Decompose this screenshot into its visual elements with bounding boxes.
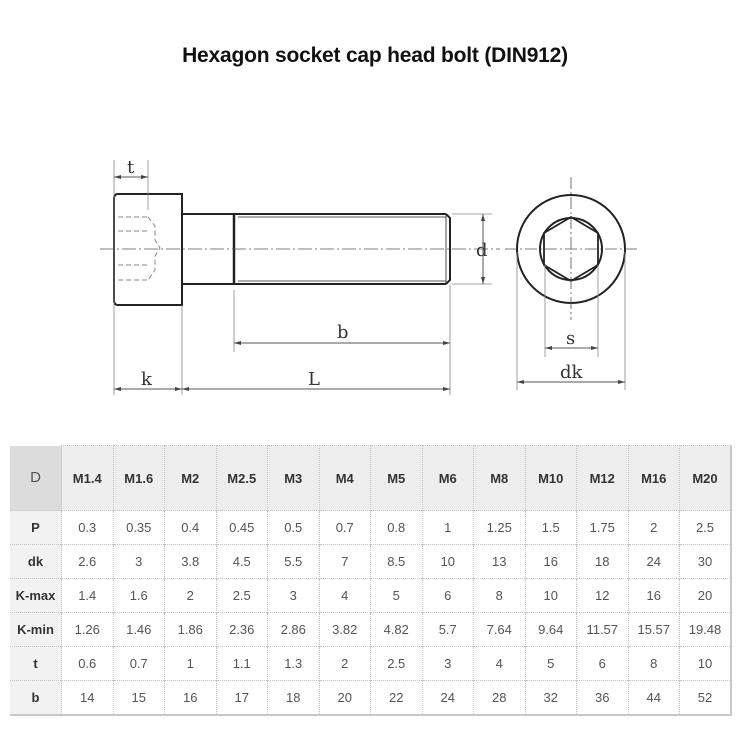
row-label: t xyxy=(10,647,62,681)
table-cell: 3 xyxy=(113,545,165,579)
table-cell: 2.86 xyxy=(268,613,320,647)
table-cell: 1.25 xyxy=(474,511,526,545)
table-cell: 10 xyxy=(525,579,577,613)
table-cell: 6 xyxy=(577,647,629,681)
table-cell: 0.6 xyxy=(62,647,114,681)
size-header: M6 xyxy=(422,446,474,511)
size-header: M2.5 xyxy=(216,446,268,511)
size-header: M8 xyxy=(474,446,526,511)
table-cell: 7 xyxy=(319,545,371,579)
dim-label-b: b xyxy=(337,322,349,343)
table-header-row xyxy=(10,446,731,511)
table-row-P xyxy=(10,511,731,545)
table-cell: 16 xyxy=(525,545,577,579)
table-cell: 1.26 xyxy=(62,613,114,647)
table-cell: 0.4 xyxy=(165,511,217,545)
table-cell: 1.5 xyxy=(525,511,577,545)
table-cell: 20 xyxy=(680,579,732,613)
table-cell: 2.36 xyxy=(216,613,268,647)
table-cell: 13 xyxy=(474,545,526,579)
dim-label-dk: dk xyxy=(560,362,583,383)
table-cell: 2 xyxy=(165,579,217,613)
row-label: K-min xyxy=(10,613,62,647)
table-cell: 4.5 xyxy=(216,545,268,579)
table-cell: 16 xyxy=(628,579,680,613)
table-cell: 5.7 xyxy=(422,613,474,647)
table-cell: 8 xyxy=(474,579,526,613)
table-cell: 12 xyxy=(577,579,629,613)
table-cell: 1.3 xyxy=(268,647,320,681)
table-cell: 2.5 xyxy=(680,511,732,545)
size-header: M1.4 xyxy=(62,446,114,511)
table-cell: 3 xyxy=(268,579,320,613)
table-row-b xyxy=(10,681,731,716)
size-header: M1.6 xyxy=(113,446,165,511)
table-cell: 0.35 xyxy=(113,511,165,545)
table-cell: 15 xyxy=(113,681,165,716)
table-cell: 44 xyxy=(628,681,680,716)
page-title: Hexagon socket cap head bolt (DIN912) xyxy=(182,44,568,67)
table-cell: 1.6 xyxy=(113,579,165,613)
table-cell: 2.6 xyxy=(62,545,114,579)
table-cell: 3 xyxy=(422,647,474,681)
table-cell: 1.75 xyxy=(577,511,629,545)
table-cell: 2 xyxy=(319,647,371,681)
table-cell: 0.45 xyxy=(216,511,268,545)
table-cell: 30 xyxy=(680,545,732,579)
table-cell: 4.82 xyxy=(371,613,423,647)
table-cell: 24 xyxy=(422,681,474,716)
table-cell: 1.4 xyxy=(62,579,114,613)
table-row-k-min xyxy=(10,613,731,647)
table-cell: 1.1 xyxy=(216,647,268,681)
row-label: b xyxy=(10,681,62,716)
table-cell: 17 xyxy=(216,681,268,716)
bolt-side-view xyxy=(100,160,500,395)
size-header: M16 xyxy=(628,446,680,511)
bolt-end-view xyxy=(505,177,638,390)
dim-label-s: s xyxy=(566,328,576,349)
table-cell: 3.8 xyxy=(165,545,217,579)
bolt-technical-drawing xyxy=(0,140,750,400)
table-cell: 3.82 xyxy=(319,613,371,647)
table-cell: 32 xyxy=(525,681,577,716)
table-cell: 1 xyxy=(422,511,474,545)
table-cell: 18 xyxy=(577,545,629,579)
table-cell: 15.57 xyxy=(628,613,680,647)
table-cell: 8 xyxy=(628,647,680,681)
table-cell: 5 xyxy=(371,579,423,613)
table-cell: 8.5 xyxy=(371,545,423,579)
row-label: K-max xyxy=(10,579,62,613)
table-cell: 1.46 xyxy=(113,613,165,647)
table-cell: 0.8 xyxy=(371,511,423,545)
table-cell: 10 xyxy=(422,545,474,579)
table-cell: 9.64 xyxy=(525,613,577,647)
table-cell: 36 xyxy=(577,681,629,716)
table-cell: 5.5 xyxy=(268,545,320,579)
row-label: dk xyxy=(10,545,62,579)
table-cell: 22 xyxy=(371,681,423,716)
table-cell: 19.48 xyxy=(680,613,732,647)
table-row-t xyxy=(10,647,731,681)
table-cell: 16 xyxy=(165,681,217,716)
table-cell: 0.5 xyxy=(268,511,320,545)
table-cell: 1 xyxy=(165,647,217,681)
table-cell: 2 xyxy=(628,511,680,545)
table-cell: 2.5 xyxy=(371,647,423,681)
table-cell: 24 xyxy=(628,545,680,579)
table-cell: 0.7 xyxy=(113,647,165,681)
table-cell: 7.64 xyxy=(474,613,526,647)
dimension-table xyxy=(10,445,732,716)
size-header: M10 xyxy=(525,446,577,511)
table-cell: 0.7 xyxy=(319,511,371,545)
table-cell: 18 xyxy=(268,681,320,716)
table-cell: 5 xyxy=(525,647,577,681)
table-cell: 52 xyxy=(680,681,732,716)
table-cell: 11.57 xyxy=(577,613,629,647)
table-cell: 1.86 xyxy=(165,613,217,647)
table-cell: 28 xyxy=(474,681,526,716)
table-cell: 6 xyxy=(422,579,474,613)
size-header: M20 xyxy=(680,446,732,511)
size-header: M5 xyxy=(371,446,423,511)
table-cell: 10 xyxy=(680,647,732,681)
size-header: M12 xyxy=(577,446,629,511)
dim-label-t: t xyxy=(127,157,135,178)
table-row-k-max xyxy=(10,579,731,613)
table-cell: 2.5 xyxy=(216,579,268,613)
table-cell: 14 xyxy=(62,681,114,716)
dim-label-k: k xyxy=(141,369,152,390)
size-header: M2 xyxy=(165,446,217,511)
table-cell: 4 xyxy=(474,647,526,681)
table-cell: 0.3 xyxy=(62,511,114,545)
table-corner-label: D xyxy=(10,446,62,511)
size-header: M3 xyxy=(268,446,320,511)
dim-label-d: d xyxy=(476,240,488,261)
table-cell: 4 xyxy=(319,579,371,613)
dim-label-L: L xyxy=(308,369,320,390)
row-label: P xyxy=(10,511,62,545)
size-header: M4 xyxy=(319,446,371,511)
table-cell: 20 xyxy=(319,681,371,716)
table-row-dk xyxy=(10,545,731,579)
